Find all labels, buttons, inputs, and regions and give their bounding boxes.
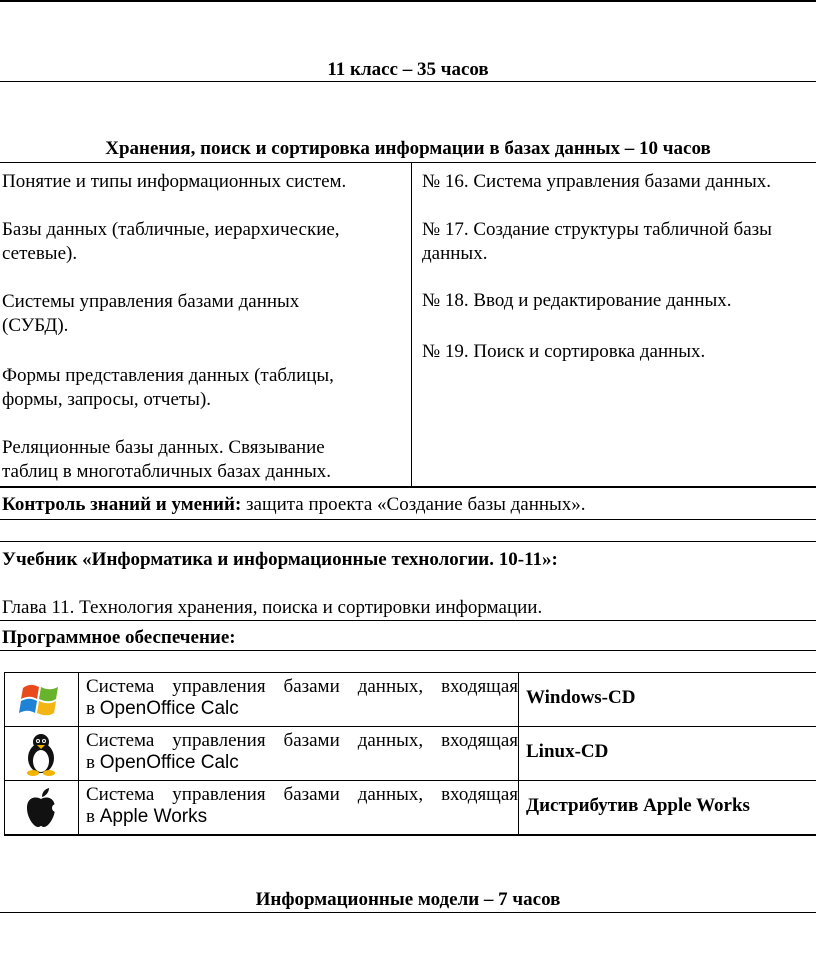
divider [0, 650, 816, 651]
topic-item: сетевые). [2, 243, 78, 264]
section-title: Хранения, поиск и сортировка информации в базах данных – 10 часов [105, 138, 711, 159]
control-line [2, 493, 586, 517]
distribution-label: Windows-CD [526, 687, 636, 708]
grade-header: 11 класс – 35 часов [327, 59, 489, 80]
sw-table-bottom-border [4, 834, 816, 836]
software-desc-line [86, 698, 518, 720]
software-desc-line: Система управления базами данных, входящая [86, 784, 518, 805]
topic-item: Понятие и типы информационных систем. [2, 171, 347, 192]
practical-item: № 19. Поиск и сортировка данных. [422, 341, 706, 362]
software-description [86, 676, 518, 720]
section-title: Информационные модели – 7 часов [255, 889, 561, 910]
distribution-label: Linux-CD [526, 741, 609, 762]
topic-item: Реляционные базы данных. Связывание [2, 437, 325, 458]
software-description [86, 784, 518, 828]
windows-logo-icon [18, 678, 64, 722]
control-label: Контроль знаний и умений: [2, 494, 242, 515]
software-desc-line [86, 752, 518, 774]
divider [0, 620, 816, 621]
desc-prefix: в [86, 698, 100, 719]
practical-item: данных. [422, 243, 488, 264]
top-border [0, 0, 816, 2]
product-name: Apple Works [99, 806, 208, 827]
column-divider [411, 162, 412, 486]
textbook-chapter: Глава 11. Технология хранения, поиска и сортировки информации. [2, 597, 543, 618]
practical-item: № 17. Создание структуры табличной базы [422, 219, 772, 240]
product-name: OpenOffice Calc [99, 752, 239, 773]
desc-prefix: в [86, 806, 100, 827]
divider [0, 541, 816, 542]
topic-item: (СУБД). [2, 315, 69, 336]
software-desc-line: Система управления базами данных, входящая [86, 676, 518, 697]
software-description [86, 730, 518, 774]
software-row-linux [4, 726, 816, 780]
topic-item: Формы представления данных (таблицы, [2, 365, 334, 386]
divider [0, 912, 816, 913]
software-table [4, 672, 816, 835]
textbook-label: Учебник «Информатика и информационные технологии. 10-11»: [2, 549, 558, 570]
software-row-apple [4, 780, 816, 834]
divider [0, 81, 816, 82]
topic-item: таблиц в многотабличных базах данных. [2, 461, 332, 482]
product-name: OpenOffice Calc [99, 698, 239, 719]
topic-item: Базы данных (табличные, иерархические, [2, 219, 340, 240]
table-bottom-border [0, 486, 816, 488]
control-text: защита проекта «Создание базы данных». [241, 494, 586, 515]
practical-item: № 16. Система управления базами данных. [422, 171, 771, 192]
desc-prefix: в [86, 752, 100, 773]
divider [0, 519, 816, 520]
software-desc-line [86, 806, 518, 828]
topic-item: Системы управления базами данных [2, 291, 300, 312]
practical-item: № 18. Ввод и редактирование данных. [422, 290, 732, 311]
software-row-windows [4, 672, 816, 726]
apple-logo-icon [18, 786, 64, 830]
linux-penguin-icon [18, 732, 64, 776]
table-top-border [0, 162, 816, 163]
software-heading: Программное обеспечение: [2, 627, 236, 648]
distribution-label: Дистрибутив Apple Works [526, 795, 750, 816]
software-desc-line: Система управления базами данных, входящая [86, 730, 518, 751]
topic-item: формы, запросы, отчеты). [2, 389, 212, 410]
